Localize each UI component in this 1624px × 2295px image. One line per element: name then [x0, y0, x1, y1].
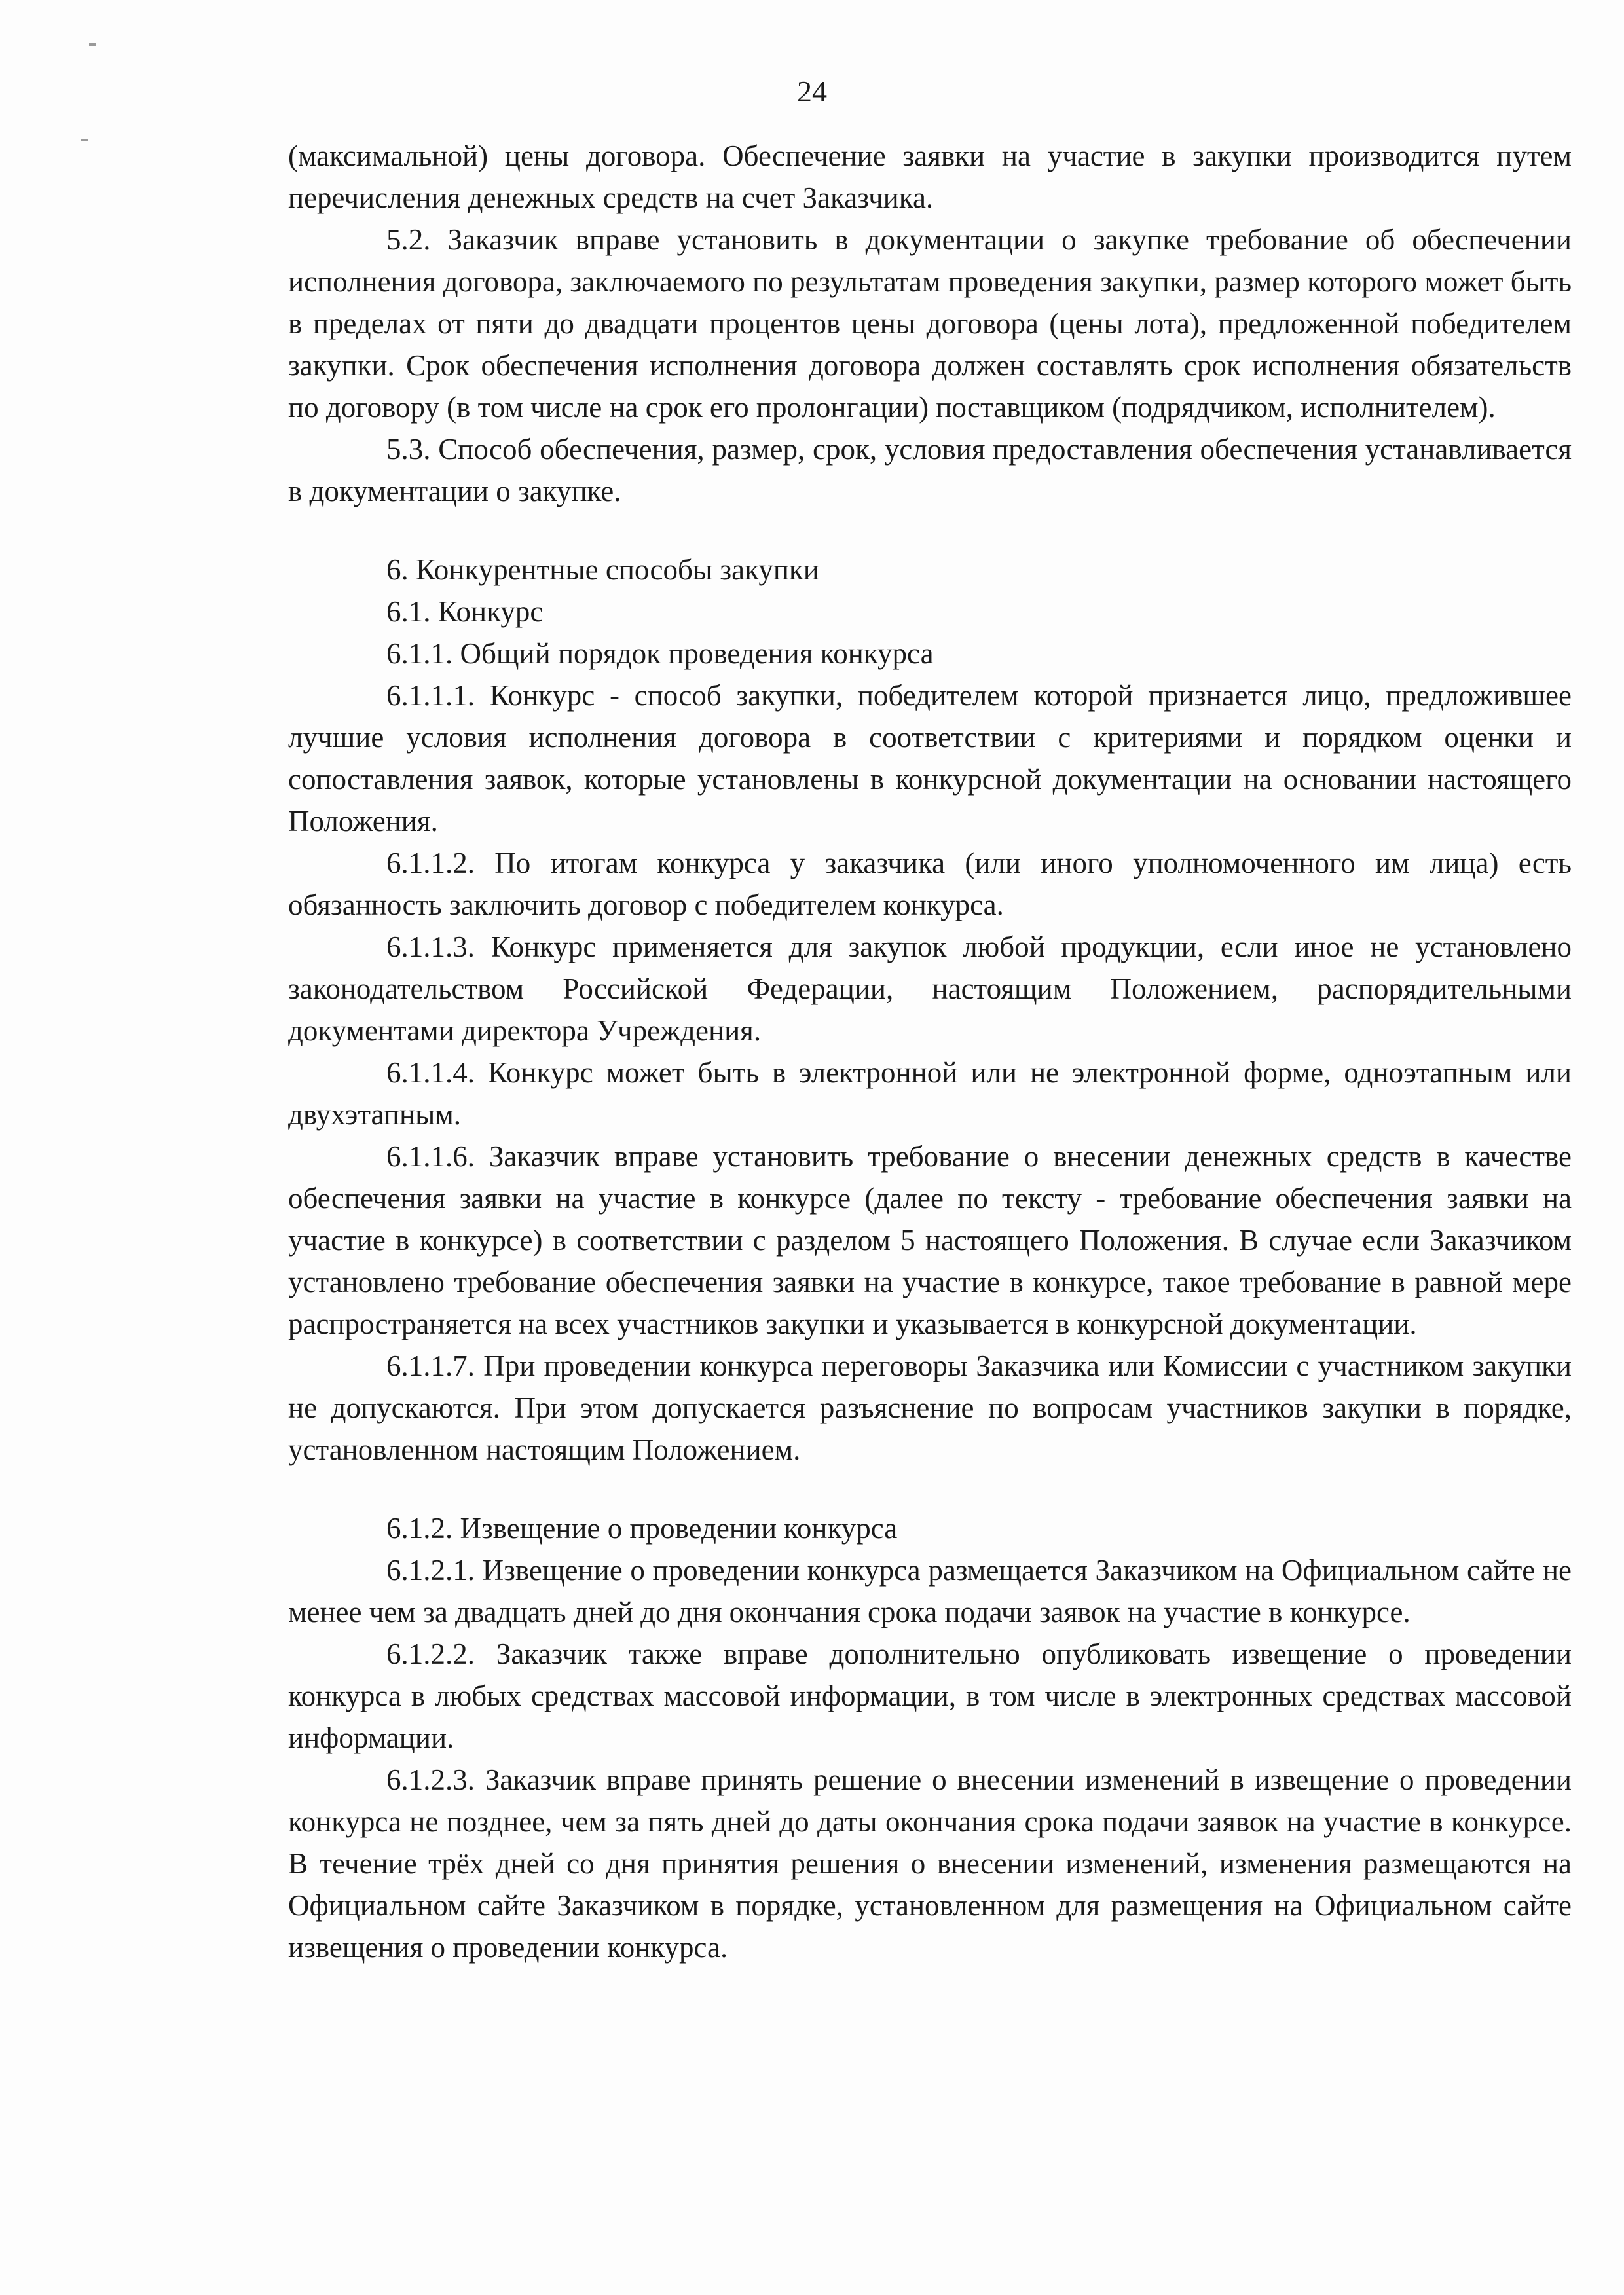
subsection-heading: 6.1.2. Извещение о проведении конкурса: [386, 1512, 898, 1545]
document-body: [288, 135, 1572, 1968]
paragraph: 6.1.2.2. Заказчик также вправе дополнительно опубликовать извещение о проведении конкурса в любых средствах массовой информации, в том числе в электронных средствах массовой информации.: [288, 1638, 1572, 1754]
paragraph: 6.1.2.3. Заказчик вправе принять решение о внесении изменений в извещение о проведении конкурса не позднее, чем за пять дней до даты окончания срока подачи заявок на участие в конкурсе. В течение трёх дней со дня принятия решения о внесении изменений, изменения размещаются на Официальном сайте Заказчиком в порядке, установленном для размещения на Официальном сайте извещения о проведении конкурса.: [288, 1763, 1572, 1964]
paragraph: 6.1.1.3. Конкурс применяется для закупок любой продукции, если иное не установлено законодательством Российской Федерации, настоящим Положением, распорядительными документами директора Учреждения.: [288, 930, 1572, 1047]
subsection-heading: 6.1. Конкурс: [386, 595, 544, 628]
paragraph: 5.3. Способ обеспечения, размер, срок, условия предоставления обеспечения устанавливается в документации о закупке.: [288, 433, 1572, 507]
subsection-heading: 6.1.1. Общий порядок проведения конкурса: [386, 637, 934, 670]
section-heading: 6. Конкурентные способы закупки: [386, 553, 819, 586]
page-number: 24: [797, 75, 827, 108]
scan-mark: [81, 139, 88, 141]
scan-mark: [89, 43, 96, 46]
paragraph: 6.1.2.1. Извещение о проведении конкурса размещается Заказчиком на Официальном сайте не менее чем за двадцать дней до дня окончания срока подачи заявок на участие в конкурсе.: [288, 1554, 1572, 1628]
paragraph: 6.1.1.1. Конкурс - способ закупки, победителем которой признается лицо, предложившее лучшие условия исполнения договора в соответствии с критериями и порядком оценки и сопоставления заявок, которые установлены в конкурсной документации на основании настоящего Положения.: [288, 679, 1572, 837]
paragraph: 6.1.1.4. Конкурс может быть в электронной или не электронной форме, одноэтапным или двухэтапным.: [288, 1056, 1572, 1131]
paragraph: 6.1.1.2. По итогам конкурса у заказчика (или иного уполномоченного им лица) есть обязанность заключить договор с победителем конкурса.: [288, 847, 1572, 921]
paragraph: 6.1.1.6. Заказчик вправе установить требование о внесении денежных средств в качестве обеспечения заявки на участие в конкурсе (далее по тексту - требование обеспечения заявки на участие в конкурсе) в соответствии с разделом 5 настоящего Положения. В случае если Заказчиком установлено требование обеспечения заявки на участие в конкурсе, такое требование в равной мере распространяется на всех участников закупки и указывается в конкурсной документации.: [288, 1140, 1572, 1340]
paragraph: 6.1.1.7. При проведении конкурса переговоры Заказчика или Комиссии с участником закупки не допускаются. При этом допускается разъяснение по вопросам участников закупки в порядке, установленном настоящим Положением.: [288, 1349, 1572, 1466]
paragraph: (максимальной) цены договора. Обеспечение заявки на участие в закупки производится путем перечисления денежных средств на счет Заказчика.: [288, 139, 1572, 214]
paragraph: 5.2. Заказчик вправе установить в документации о закупке требование об обеспечении исполнения договора, заключаемого по результатам проведения закупки, размер которого может быть в пределах от пяти до двадцати процентов цены договора (цены лота), предложенной победителем закупки. Срок обеспечения исполнения договора должен составлять срок исполнения обязательств по договору (в том числе на срок его пролонгации) поставщиком (подрядчиком, исполнителем).: [288, 223, 1572, 424]
